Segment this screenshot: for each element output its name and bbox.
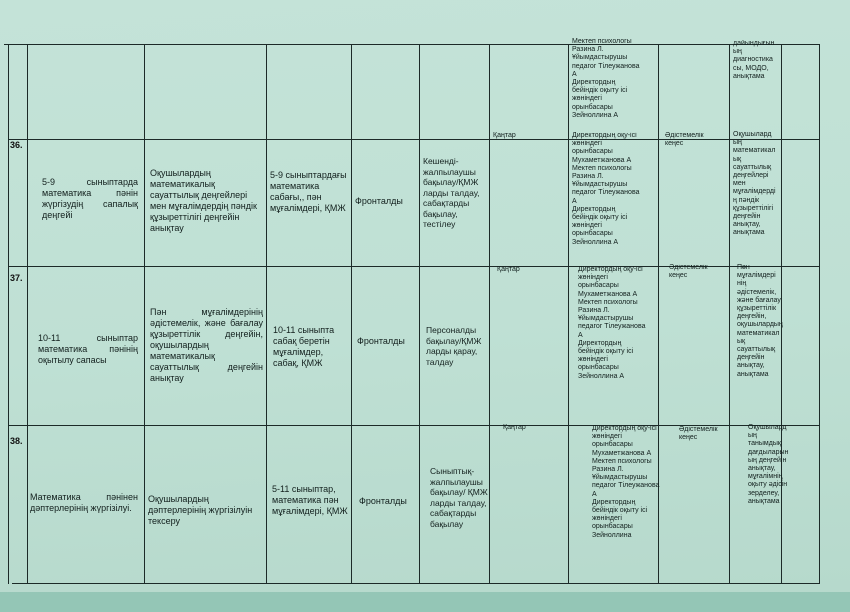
row-number: 38. — [10, 437, 23, 446]
col-line-4 — [351, 44, 352, 584]
col-line-9 — [729, 44, 730, 584]
responsible-cell: Директордың оқу-ісі жөніндегі орынбасары Мухаметжанова А Мектеп психологы Разина Л. Ұйымдастырушы педагог Тілеужанова А Директордың бейіндік оқыту ісі жөніндегі орынбасары Зейноллина — [592, 425, 660, 539]
method-cell: Кешенді-жалпылаушы бақылау/ҚМЖ ларды талдау, сабақтарды бақылау, тестілеу — [423, 156, 480, 229]
result-cell: дайындығын ың диагностика сы, МОДО, анықтама — [733, 40, 775, 80]
topic-cell: 5-9 сыныптарда математика пәнін жүргізудің сапалық деңгейі — [42, 177, 138, 220]
responsible-cell: Директордың оқу-ісі жөніндегі орынбасары Мухаметжанова А Мектеп психологы Разина Л. Ұйымдастырушы педагог Тілеужанова А Директордың бейіндік оқыту ісі жөніндегі орынбасары Зейноллина А — [578, 266, 646, 380]
goal-cell: Оқушылардың математикалық сауаттылық деңгейлері мен мұғалімдердің пәндік құзыреттілігі деңгейін анықтау — [150, 168, 257, 233]
date-cell: Қаңтар — [493, 132, 516, 139]
object-cell: 5-11 сыныптар, математика пән мұғалімдері, ҚМЖ — [272, 484, 348, 516]
col-line-11 — [819, 44, 820, 584]
row-number: 37. — [10, 274, 23, 283]
table-border-top — [4, 44, 819, 45]
date-cell: Қаңтар — [497, 266, 520, 273]
review-cell: Әдістемелік кеңес — [665, 132, 704, 148]
col-line-2 — [144, 44, 145, 584]
responsible-cell: Мектеп психологы Разина Л. Ұйымдастырушы педагог Тілеужанова А Директордың бейіндік оқыту ісі жөніндегі орынбасары Зейноллина А — [572, 38, 640, 119]
object-cell: 10-11 сыныпта сабақ беретін мұғалімдер, сабақ, ҚМЖ — [273, 325, 335, 368]
table-border-bottom — [12, 583, 820, 584]
col-line-3 — [266, 44, 267, 584]
topic-cell: Математика пәнінен дәптерлерінің жүргізілуі. — [30, 492, 138, 513]
control-type-cell: Фронталды — [355, 197, 403, 206]
col-line-6 — [489, 44, 490, 584]
method-cell: Персоналды бақылау/ҚМЖ ларды қарау, талдау — [426, 325, 482, 367]
col-line-0 — [8, 44, 9, 584]
date-cell: Қаңтар — [503, 424, 526, 431]
control-type-cell: Фронталды — [359, 497, 407, 506]
topic-cell: 10-11 сыныптар математика пәнінің оқытылу сапасы — [38, 333, 138, 365]
control-type-cell: Фронталды — [357, 337, 405, 346]
col-line-7 — [568, 44, 569, 584]
method-cell: Сыныптық-жалпылаушы бақылау/ ҚМЖ ларды талдау, сабақтарды бақылау — [430, 466, 488, 529]
goal-cell: Пән мұғалімдерінің әдістемелік, және бағалау құзыреттілік деңгейін, оқушылардың математикалық сауаттылық деңгейін анықтау — [150, 307, 263, 383]
result-cell: Оқушылард ың математикал ық сауаттылық деңгейлері мен мұғалімдерді ң пәндік құзыреттілігі деңгейін анықтау, анықтама — [733, 131, 776, 237]
object-cell: 5-9 сыныптардағы математика сабағы,, пән мұғалімдері, ҚМЖ — [270, 170, 347, 213]
row-number: 36. — [10, 141, 23, 150]
col-line-5 — [419, 44, 420, 584]
col-line-1 — [27, 44, 28, 584]
result-cell: Пән мұғалімдері нің әдістемелік, және бағалау құзыреттілік деңгейін, оқушылардың математикал ық сауаттылық деңгейін анықтау, анықтама — [737, 264, 783, 378]
goal-cell: Оқушылардың дәптерлерінің жүргізілуін тексеру — [148, 494, 253, 526]
result-cell: Оқушылард ың танымдық дағдыларын ың деңгейін анықтау, мұғалімнің оқыту әдісін зерделеу, анықтама — [748, 424, 788, 505]
review-cell: Әдістемелік кеңес — [669, 264, 708, 280]
review-cell: Әдістемелік кеңес — [679, 426, 718, 442]
responsible-cell: Директордың оқу-ісі жөніндегі орынбасары Мухаметжанова А Мектеп психологы Разина Л. Ұйымдастырушы педагог Тілеужанова А Директордың бейіндік оқыту ісі жөніндегі орынбасары Зейноллина А — [572, 132, 640, 246]
